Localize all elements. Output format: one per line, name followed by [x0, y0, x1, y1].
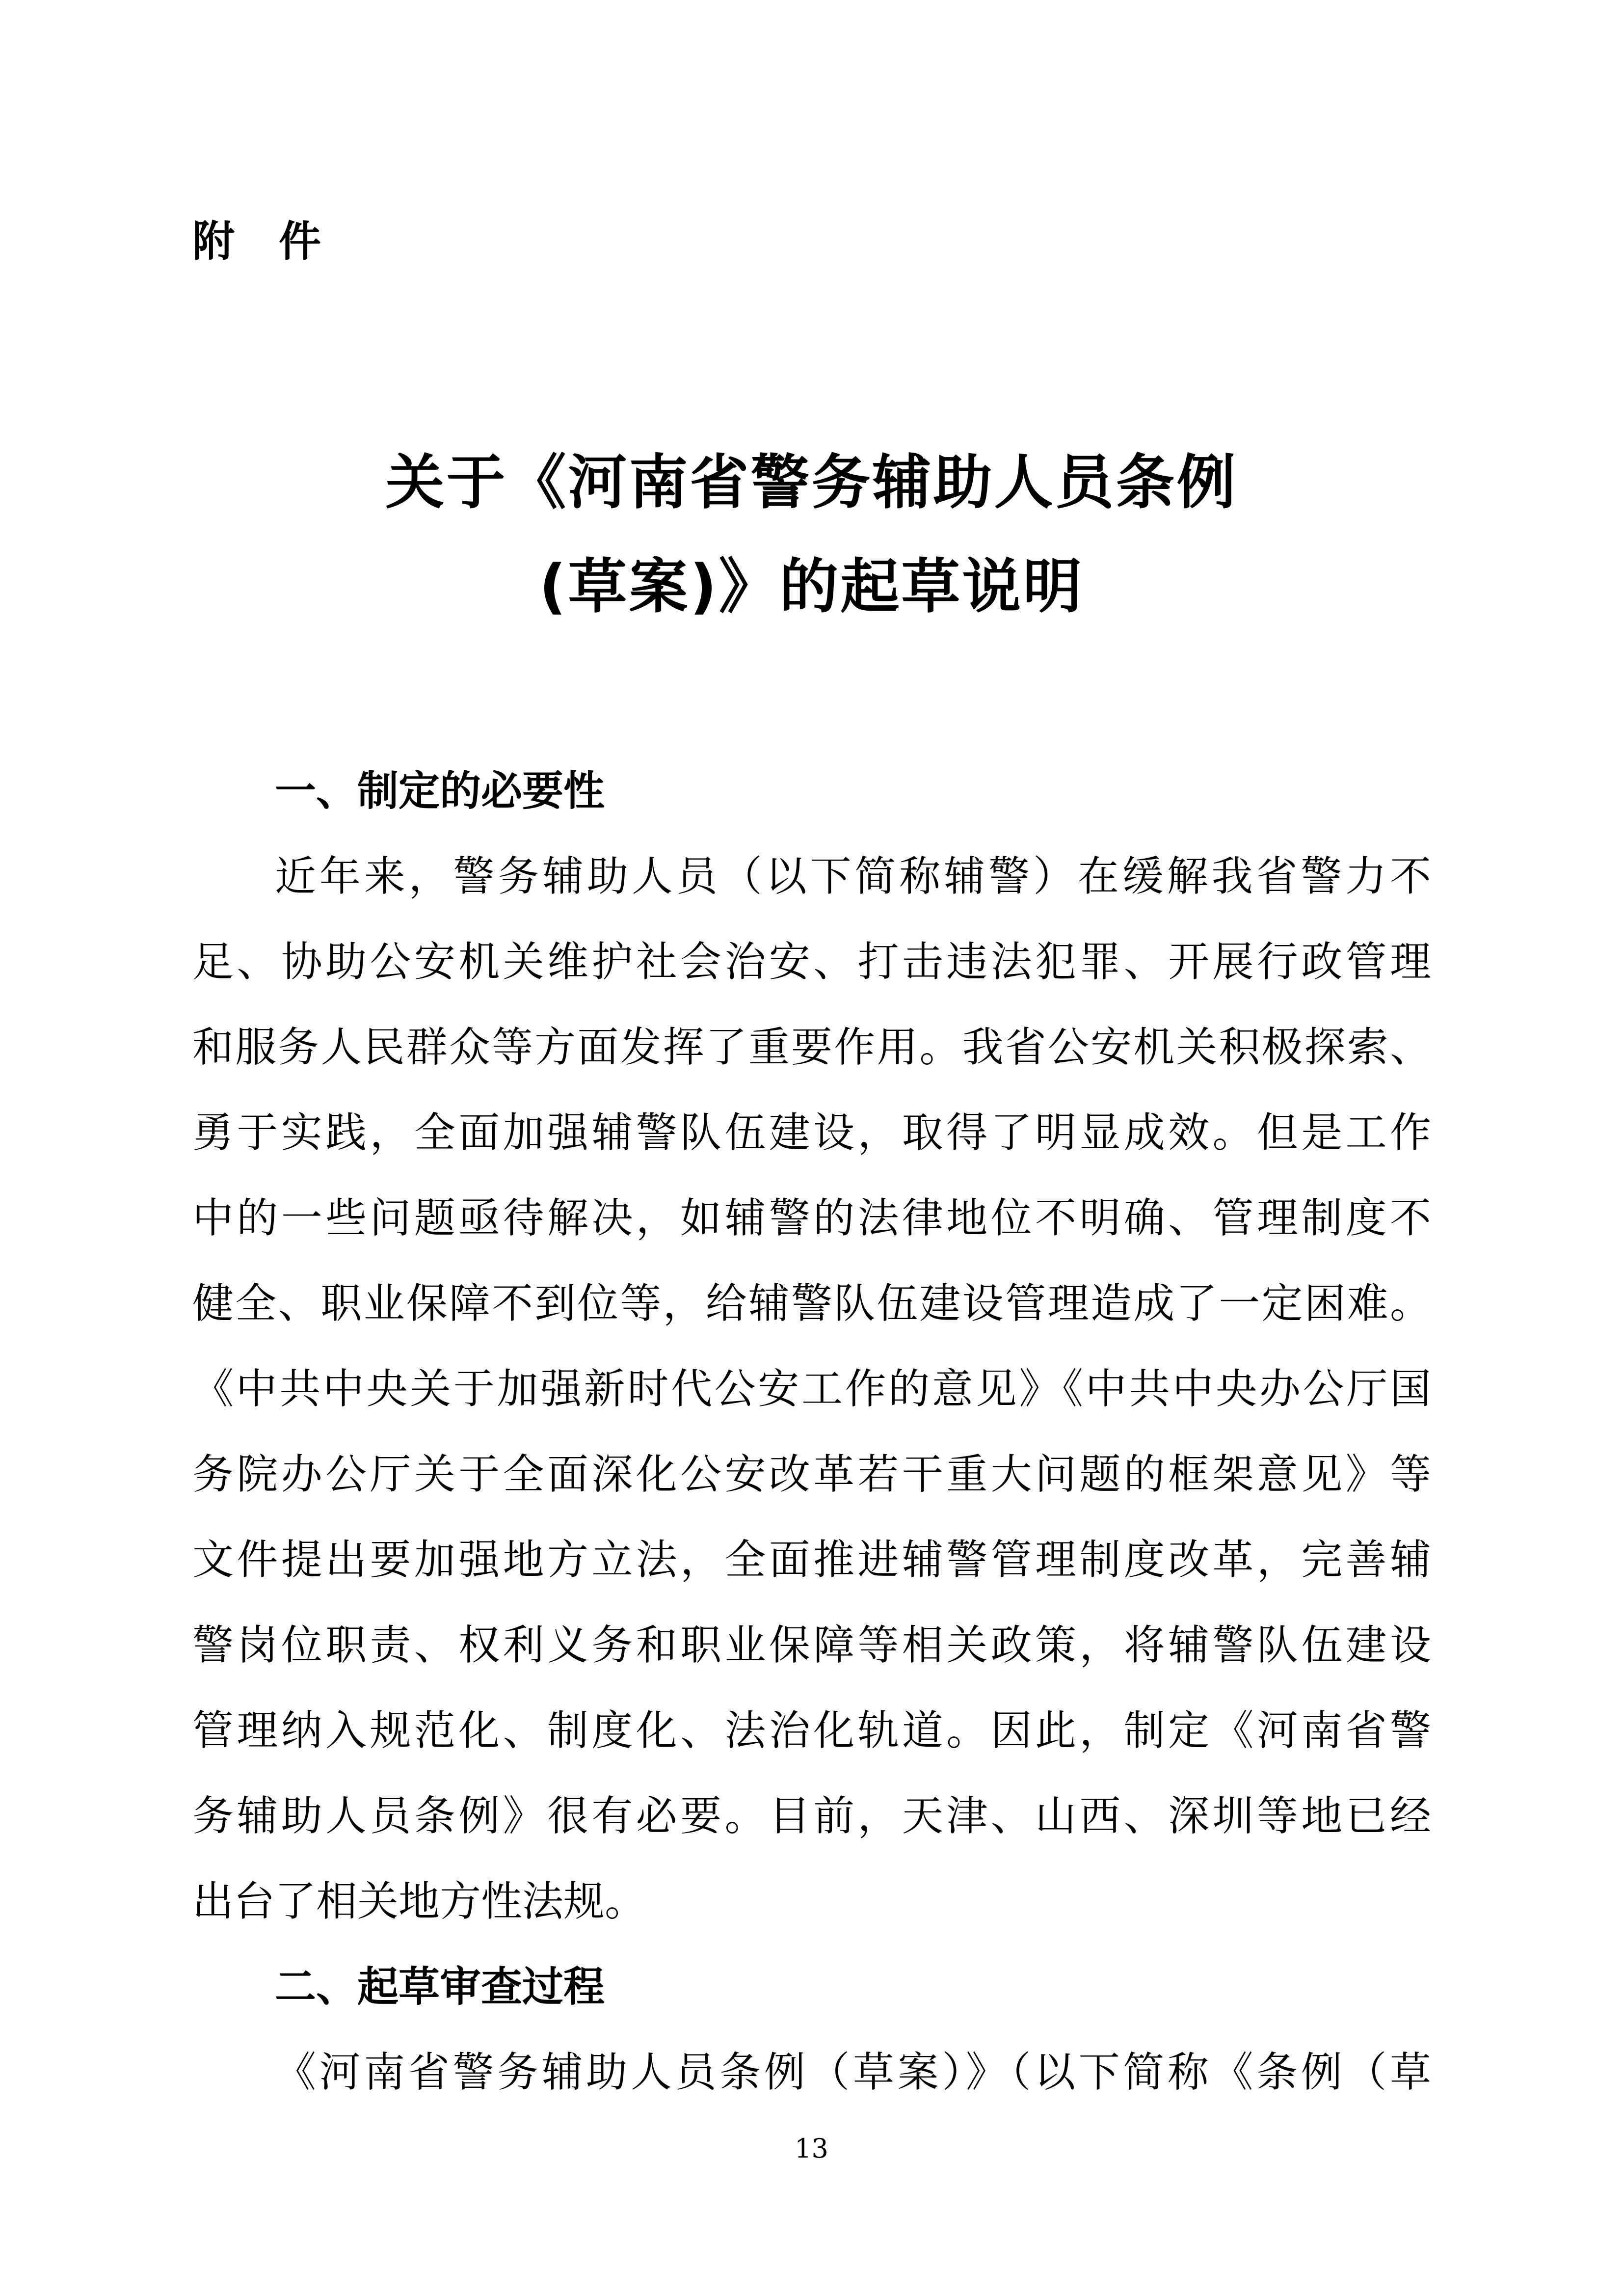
- attachment-label: 附 件: [192, 217, 322, 266]
- section-1-heading: 一、制定的必要性: [275, 767, 605, 815]
- body-line: 《河南省警务辅助人员条例（草案）》（以下简称《条例（草: [275, 2048, 1431, 2096]
- section-2-heading: 二、起草审查过程: [275, 1963, 605, 2011]
- body-line: 《中共中央关于加强新时代公安工作的意见》《中共中央办公厅国: [192, 1365, 1431, 1413]
- body-line: 近年来，警务辅助人员（以下简称辅警）在缓解我省警力不: [275, 852, 1431, 900]
- body-line: 务辅助人员条例》很有必要。目前，天津、山西、深圳等地已经: [192, 1792, 1431, 1840]
- body-line: 勇于实践，全面加强辅警队伍建设，取得了明显成效。但是工作: [192, 1108, 1431, 1157]
- document-title-line-2: (草案)》的起草说明: [539, 553, 1084, 621]
- document-body: [192, 748, 1431, 2115]
- document-title: [0, 431, 1623, 639]
- body-line: 中的一些问题亟待解决，如辅警的法律地位不明确、管理制度不: [192, 1194, 1431, 1242]
- body-line: 和服务人民群众等方面发挥了重要作用。我省公安机关积极探索、: [192, 1023, 1431, 1071]
- document-title-line-1: 关于《河南省警务辅助人员条例: [385, 449, 1238, 517]
- body-line: 足、协助公安机关维护社会治安、打击违法犯罪、开展行政管理: [192, 938, 1431, 986]
- body-line: 健全、职业保障不到位等，给辅警队伍建设管理造成了一定困难。: [192, 1279, 1431, 1327]
- page-number: 13: [795, 2133, 828, 2164]
- body-line: 出台了相关地方性法规。: [192, 1877, 646, 1925]
- body-line: 警岗位职责、权利义务和职业保障等相关政策，将辅警队伍建设: [192, 1621, 1431, 1669]
- body-line: 管理纳入规范化、制度化、法治化轨道。因此，制定《河南省警: [192, 1706, 1431, 1755]
- body-line: 文件提出要加强地方立法，全面推进辅警管理制度改革，完善辅: [192, 1536, 1431, 1584]
- body-line: 务院办公厅关于全面深化公安改革若干重大问题的框架意见》等: [192, 1450, 1431, 1498]
